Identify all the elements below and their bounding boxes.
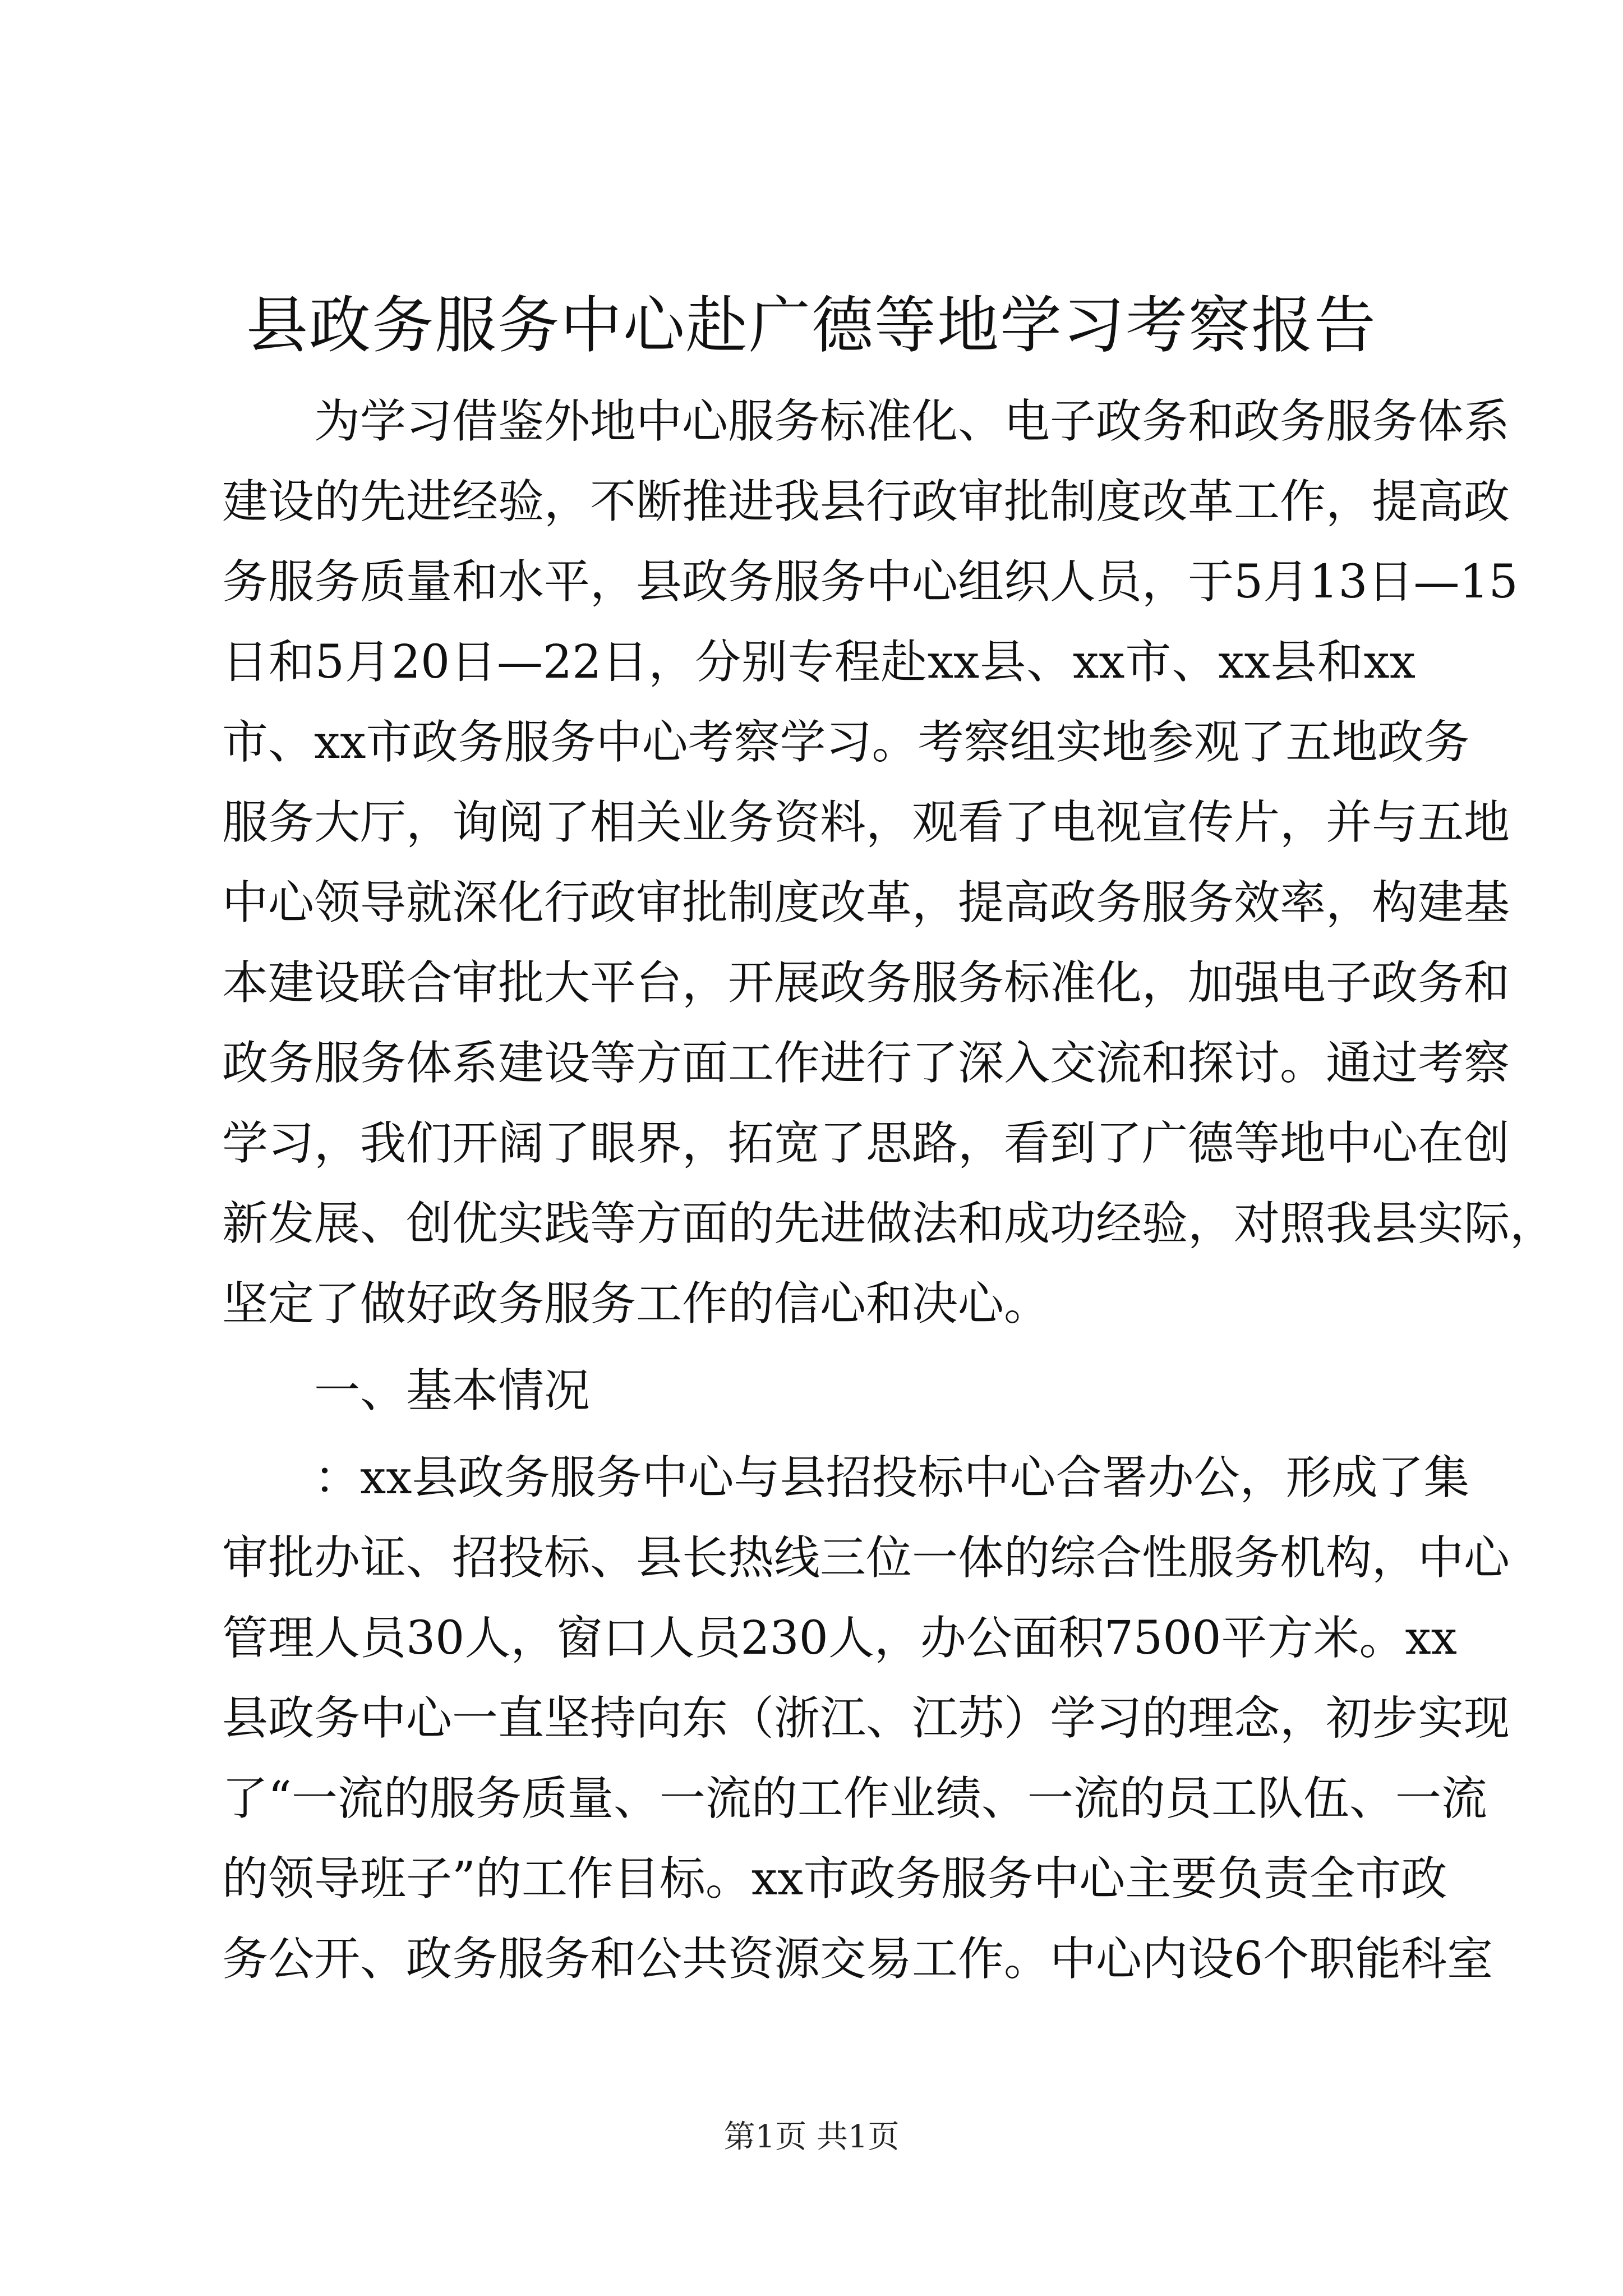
paragraph-line: 服务大厅，询阅了相关业务资料，观看了电视宣传片，并与五地 bbox=[222, 796, 1510, 849]
paragraph-line: 学习，我们开阔了眼界，拓宽了思路，看到了广德等地中心在创 bbox=[222, 1117, 1510, 1170]
paragraph-line: 了“一流的服务质量、一流的工作业绩、一流的员工队伍、一流 bbox=[222, 1772, 1487, 1825]
paragraph-line: 的领导班子”的工作目标。xx市政务服务中心主要负责全市政 bbox=[222, 1852, 1447, 1906]
page-number-footer: 第1页 共1页 bbox=[723, 2119, 900, 2155]
paragraph-line: 坚定了做好政务服务工作的信心和决心。 bbox=[222, 1277, 1050, 1331]
section-heading: 一、基本情况 bbox=[314, 1364, 591, 1418]
paragraph-line: 日和5月20日—22日，分别专程赴xx县、xx市、xx县和xx bbox=[222, 636, 1415, 689]
paragraph-line: 建设的先进经验，不断推进我县行政审批制度改革工作，提高政 bbox=[222, 475, 1510, 528]
paragraph-line: 本建设联合审批大平台，开展政务服务标准化，加强电子政务和 bbox=[222, 956, 1510, 1010]
paragraph-line: 政务服务体系建设等方面工作进行了深入交流和探讨。通过考察 bbox=[222, 1037, 1510, 1090]
paragraph-line: 县政务中心一直坚持向东（浙江、江苏）学习的理念，初步实现 bbox=[222, 1692, 1510, 1745]
paragraph-line: 管理人员30人，窗口人员230人，办公面积7500平方米。xx bbox=[222, 1612, 1458, 1665]
paragraph-line: 为学习借鉴外地中心服务标准化、电子政务和政务服务体系 bbox=[314, 395, 1510, 448]
paragraph-line: ：xx县政务服务中心与县招投标中心合署办公，形成了集 bbox=[314, 1451, 1470, 1504]
paragraph-line: 审批办证、招投标、县长热线三位一体的综合性服务机构，中心 bbox=[222, 1531, 1510, 1585]
paragraph-line: 市、xx市政务服务中心考察学习。考察组实地参观了五地政务 bbox=[222, 716, 1470, 769]
document-body bbox=[222, 381, 1556, 1999]
paragraph-line: 务服务质量和水平，县政务服务中心组织人员，于5月13日—15 bbox=[222, 555, 1518, 609]
paragraph-line: 务公开、政务服务和公共资源交易工作。中心内设6个职能科室 bbox=[222, 1932, 1493, 1986]
paragraph-line: 中心领导就深化行政审批制度改革，提高政务服务效率，构建基 bbox=[222, 876, 1510, 930]
document-title: 县政务服务中心赴广德等地学习考察报告 bbox=[246, 289, 1377, 361]
paragraph-line: 新发展、创优实践等方面的先进做法和成功经验，对照我县实际， bbox=[222, 1197, 1556, 1250]
